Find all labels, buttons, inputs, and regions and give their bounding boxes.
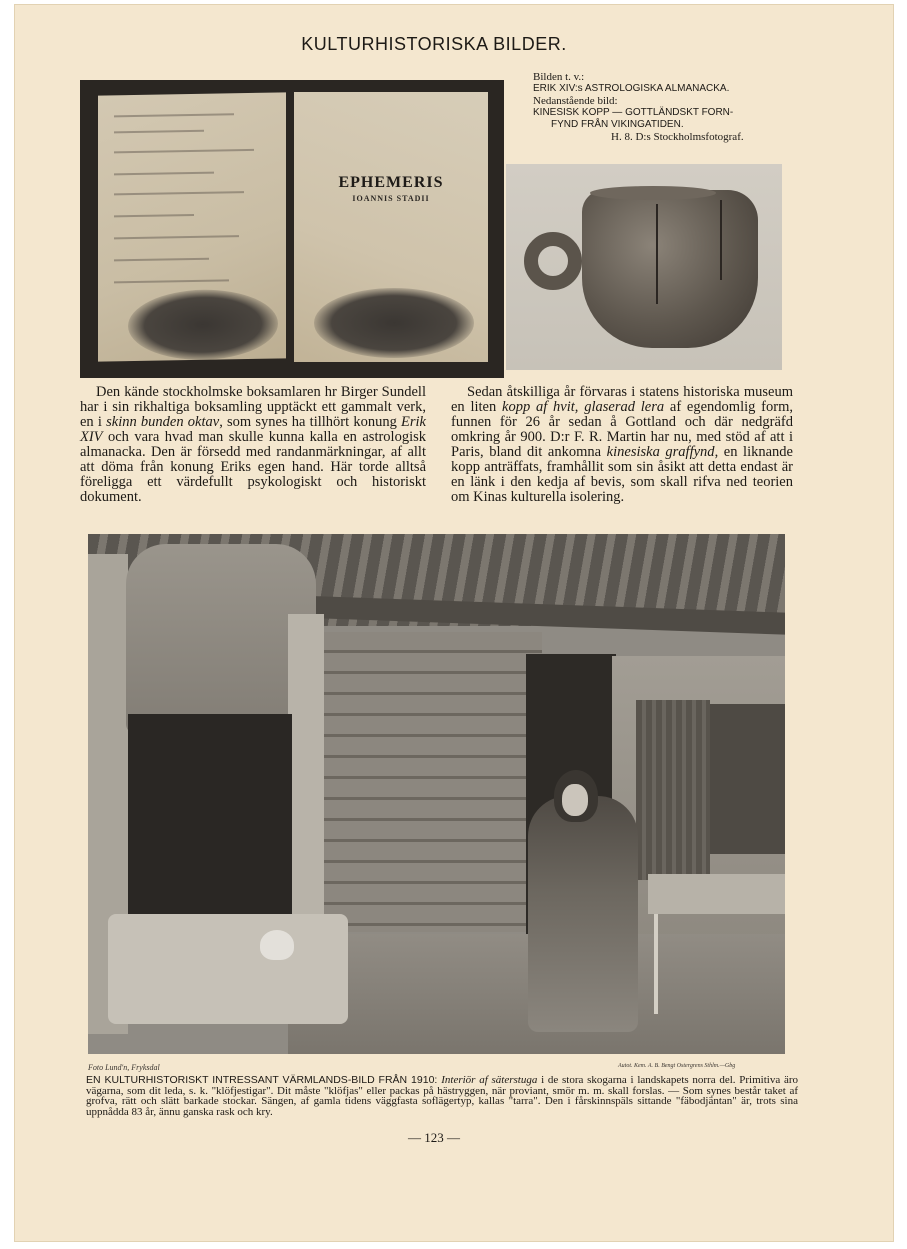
book-title: EPHEMERIS bbox=[338, 174, 444, 191]
caption-line: ERIK XIV:s ASTROLOGISKA ALMANACKA. bbox=[533, 83, 730, 94]
text-run: Den kände stockholmske boksamlaren hr Birger Sundell har i sin rikhaltiga boksamling upptäckt ett gammalt verk, en i bbox=[80, 384, 426, 430]
hearth-base bbox=[108, 914, 348, 1024]
interior-photo bbox=[88, 534, 785, 1054]
handwriting-line bbox=[114, 214, 194, 217]
caption-line: KINESISK KOPP — GOTTLÄNDSKT FORN- bbox=[533, 107, 734, 118]
article-paragraph bbox=[451, 385, 793, 505]
coffee-kettle bbox=[260, 930, 294, 960]
handwriting-line bbox=[114, 113, 234, 117]
cup-handle bbox=[524, 232, 582, 290]
caption-line: Bilden t. v.: bbox=[533, 71, 585, 83]
caption-lead: EN KULTURHISTORISKT INTRESSANT VÄRMLANDS-BILD FRÅN 1910: bbox=[86, 1074, 442, 1086]
handwriting-line bbox=[114, 279, 229, 283]
text-run: och vara hvad man skulle kunna kalla en astrologisk almanacka. Den är försedd med randanmärkningar, af allt att döma från konung Eriks egen hand. Här torde alltså föreligga ett värdefullt psykologiskt och historiskt dokument. bbox=[80, 429, 426, 505]
interior-caption bbox=[86, 1075, 798, 1117]
cup-photo bbox=[506, 164, 782, 370]
cup-body bbox=[582, 190, 758, 348]
handwriting-line bbox=[114, 235, 239, 239]
article-right-column bbox=[451, 385, 793, 505]
caption-line: Nedanstående bild: bbox=[533, 95, 618, 107]
book-author: IOANNIS STADII bbox=[352, 194, 430, 203]
caption-text: i de stora skogarna i landskapets norra del. Primitiva äro vägarna, som dit leda, s. k. "klöfjestigar". Dit måste "klöfjas" eller packas på hästryggen, när proviant, smör m. m. skall forslas. — Som synes består taket af grofva, rätt och slätt barkade stockar. Sängen, af gamla tidens väggfasta soflägertyp, kallas "tarra". Den i fårskinnspäls sittande "fäbodjäntan" är, trots sina uppnådda 83 år, ännu ganska rask och kry. bbox=[86, 1074, 798, 1118]
photo-credit: Foto Lund'n, Fryksdal bbox=[88, 1063, 160, 1072]
handwriting-line bbox=[114, 172, 214, 176]
cup-rim bbox=[590, 186, 716, 200]
cup-crack bbox=[656, 204, 658, 304]
book-title-page bbox=[294, 92, 488, 362]
fireplace-pillar bbox=[288, 614, 324, 934]
print-credit: Autot. Kem. A. B. Bengt Ostergrens Sthlm.—Gbg bbox=[618, 1063, 736, 1069]
caption-line: FYND FRÅN VIKINGATIDEN. bbox=[551, 119, 684, 130]
magazine-page bbox=[14, 4, 894, 1242]
page-number: — 123 — bbox=[408, 1130, 460, 1145]
handwriting-line bbox=[114, 258, 209, 262]
photo-captions bbox=[533, 71, 803, 143]
log-wall bbox=[322, 632, 542, 932]
bed-curtain bbox=[636, 700, 710, 880]
hearth-opening bbox=[128, 714, 292, 924]
emphasis: Interiör af säterstuga bbox=[441, 1074, 538, 1086]
text-run: Sedan åtskilliga år förvaras i statens historiska museum en liten bbox=[451, 384, 793, 415]
cup-crack bbox=[720, 200, 722, 280]
face bbox=[562, 784, 588, 816]
text-run: , en liknande kopp anträffats, framhållit som sin åsikt att detta endast är en länk i den kedja af bevis, som skall rifva ned teorien om Kinas kulturella isolering. bbox=[451, 444, 793, 505]
caption-credit: H. 8. D:s Stockholmsfotograf. bbox=[611, 131, 744, 143]
book-left-page bbox=[98, 92, 286, 361]
text-run: , som synes ha tillhört konung bbox=[219, 414, 402, 430]
seated-woman bbox=[528, 796, 638, 1032]
handwriting-line bbox=[114, 149, 254, 153]
emphasis: Erik XIV bbox=[80, 414, 426, 445]
handwriting-line bbox=[114, 191, 244, 195]
page-title: KULTURHISTORISKA BILDER. bbox=[301, 34, 567, 54]
stain bbox=[128, 288, 278, 361]
almanac-photo bbox=[80, 80, 504, 378]
emphasis: skinn bunden oktav bbox=[106, 414, 220, 430]
wall-bed bbox=[710, 704, 785, 854]
article-left-column bbox=[80, 385, 426, 505]
bench bbox=[648, 874, 785, 914]
emphasis: kinesiska graffynd bbox=[606, 444, 715, 460]
stain bbox=[314, 288, 474, 358]
handwriting-line bbox=[114, 130, 204, 134]
emphasis: kopp af hvit, glaserad lera bbox=[502, 399, 665, 415]
text-run: af egendomlig form, funnen för 26 år sedan å Gottland och där nedgräfd omkring år 900. D:r F. R. Martin har nu, med stöd af att i Paris, bland dit ankomna bbox=[451, 399, 793, 460]
article-paragraph bbox=[80, 385, 426, 505]
